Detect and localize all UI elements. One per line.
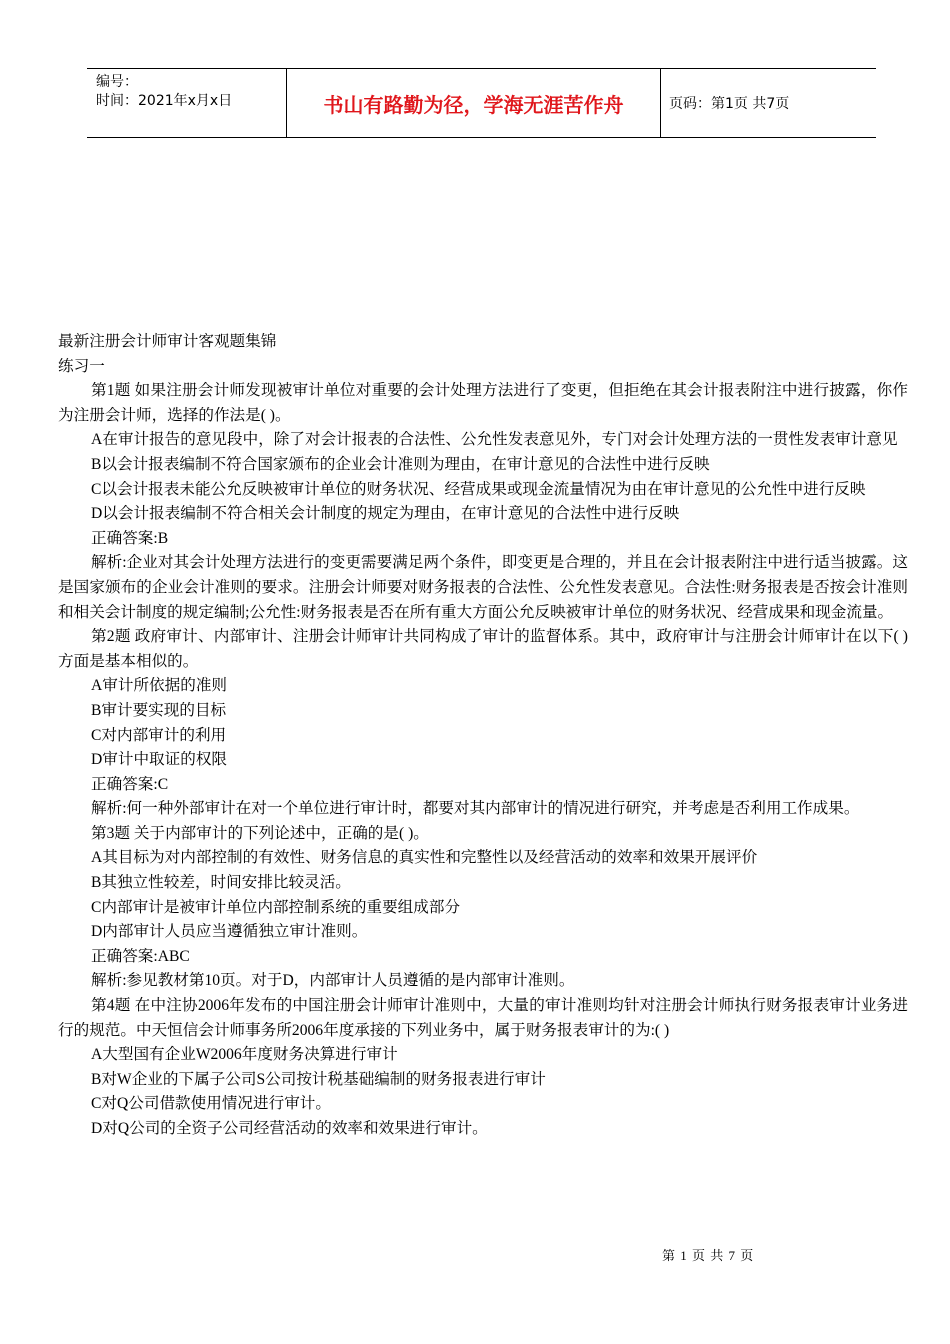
paragraph: 正确答案:ABC [91,947,190,965]
paragraph: D审计中取证的权限 [91,751,228,769]
paragraph: 正确答案:B [91,529,169,547]
paragraph: A在审计报告的意见段中，除了对会计报表的合法性、公允性发表意见外，专门对会计处理方法的一贯性发表审计意见 [91,431,898,449]
paragraph: 解析:参见教材第10页。对于D，内部审计人员遵循的是内部审计准则。 [91,972,575,990]
motto: 书山有路勤为径，学海无涯苦作舟 [287,69,661,137]
paragraph: A审计所依据的准则 [91,677,228,695]
paragraph: D以会计报表编制不符合相关会计制度的规定为理由，在审计意见的合法性中进行反映 [91,505,680,523]
paragraph: A其目标为对内部控制的有效性、财务信息的真实性和完整性以及经营活动的效率和效果开展评价 [91,849,758,867]
page-footer: 第 1 页 共 7 页 [662,1248,755,1263]
paragraph: C内部审计是被审计单位内部控制系统的重要组成部分 [91,898,461,916]
paragraph: C以会计报表未能公允反映被审计单位的财务状况、经营成果或现金流量情况为由在审计意见的公允性中进行反映 [91,480,866,498]
paragraph: 第3题 关于内部审计的下列论述中，正确的是( )。 [91,824,429,842]
paragraph: 解析:何一种外部审计在对一个单位进行审计时，都要对其内部审计的情况进行研究，并考虑是否利用工作成果。 [91,800,860,818]
header-meta [87,69,287,137]
paragraph: 正确答案:C [91,775,169,793]
number-label: 编号： [96,74,138,90]
paragraphs [58,379,908,1141]
doc-title: 最新注册会计师审计客观题集锦 [58,333,277,350]
paragraph: 解析:企业对其会计处理方法进行的变更需要满足两个条件，即变更是合理的，并且在会计报表附注中进行适当披露。这是国家颁布的企业会计准则的要求。注册会计师要对财务报表的合法性、公允性发表意见。合法性:财务报表是否按会计准则和相关会计制度的规定编制;公允性:财务报表是否在所有重大方面公允反映被审计单位的财务状况、经营成果和现金流量。 [58,554,908,621]
paragraph: 第4题 在中注协2006年发布的中国注册会计师审计准则中，大量的审计准则均针对注册会计师执行财务报表审计业务进行的规范。中天恒信会计师事务所2006年度承接的下列业务中，属于财务报表审计的为:( ) [58,997,908,1039]
paragraph: B其独立性较差，时间安排比较灵活。 [91,874,351,892]
paragraph: D对Q公司的全资子公司经营活动的效率和效果进行审计。 [91,1120,488,1137]
paragraph: B对W企业的下属子公司S公司按计税基础编制的财务报表进行审计 [91,1070,546,1088]
document-body [58,330,908,1142]
section-title: 练习一 [58,357,105,375]
paragraph: B以会计报表编制不符合国家颁布的企业会计准则为理由，在审计意见的合法性中进行反映 [91,455,710,473]
paragraph: B审计要实现的目标 [91,701,227,719]
header-table [87,68,876,138]
paragraph: D内部审计人员应当遵循独立审计准则。 [91,923,368,941]
page-info: 页码：第1页 共7页 [669,96,790,112]
time-label: 时间：2021年x月x日 [96,93,233,109]
paragraph: C对Q公司借款使用情况进行审计。 [91,1095,331,1113]
paragraph: A大型国有企业W2006年度财务决算进行审计 [91,1046,398,1064]
paragraph: 第2题 政府审计、内部审计、注册会计师审计共同构成了审计的监督体系。其中，政府审计与注册会计师审计在以下( )方面是基本相似的。 [58,628,908,670]
paragraph: 第1题 如果注册会计师发现被审计单位对重要的会计处理方法进行了变更，但拒绝在其会计报表附注中进行披露，你作为注册会计师，选择的作法是( )。 [58,382,908,424]
paragraph: C对内部审计的利用 [91,726,227,744]
